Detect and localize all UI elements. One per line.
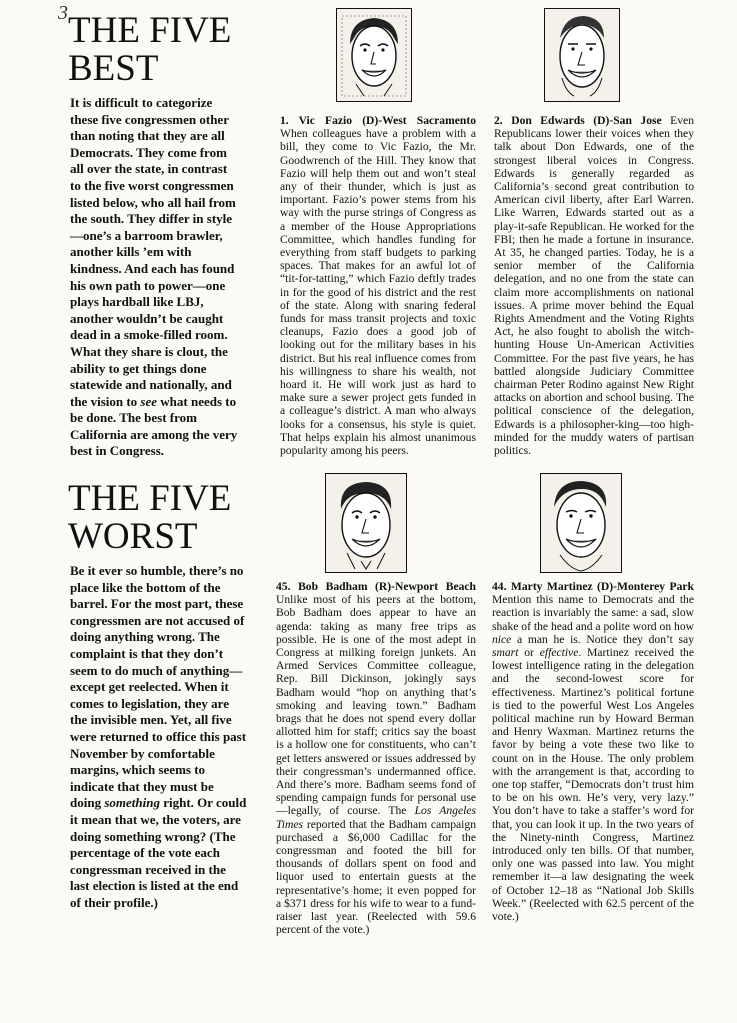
worst-intro-text-2: right. Or could it mean that we, the voters, are doing something wrong? (The percentage of the vote each congressman received in the last election is listed at the end of their profile.) [70,795,247,910]
fazio-body: When colleagues have a problem with a bill, they come to Vic Fazio, the Mr. Goodwrench of the Hill. They know that Fazio will help them out and won’t steal any of their thunder, which is just as important. Fazio’s power stems from his way with the purse strings of Congress as a member of the House Appropriations Committee, which handles funding for everything from staff budgets to parking spaces. That makes for an awful lot of “tit-for-tatting,” which Fazio deftly trades in for the good of his district and the rest of the state. Along with snaring federal funds for mass transit projects and toxic cleanups, Fazio does a good job of looking out for the military bases in his district. But his real influence comes from his willingness to share his wealth, not hoard it. He will work just as hard to make sure a sewer project gets funded in a colleague’s district. A man who always looks for a consensus, his style is quiet. That helps explain his almost unanimous popularity among his peers. [280,127,476,458]
worst-intro-emphasis: something [104,795,160,811]
worst-title-line1: THE FIVE [68,478,232,519]
worst-intro [70,563,248,911]
best-intro-emphasis: see [140,393,158,409]
badham-body-emphasis: Los Angeles Times [276,804,476,831]
martinez-body-emphasis-effective: effective [539,646,579,660]
badham-portrait [325,473,407,573]
best-intro-text-2: what needs to be done. The best from California are among the very best in Congress. [70,393,238,459]
caricature-badham-icon [325,473,407,573]
martinez-body-emphasis-smart: smart [492,646,519,660]
martinez-body-3: or [518,646,540,660]
edwards-profile [494,114,694,457]
fazio-heading: 1. Vic Fazio (D)-West Sacramento [280,114,476,127]
edwards-portrait [544,8,620,102]
badham-body-2: reported that the Badham campaign purchased a $6,000 Cadillac for the congressman and footed the bill for thousands of dollars spent on food and liquor used to entertain guests at the representative’s home; it even popped for a $371 dress for his wife to wear to a fund-raiser last year. (Reelected with 59.6 percent of the vote.) [276,817,476,937]
worst-intro-text-1: Be it ever so humble, there’s no place like the bottom of the barrel. For the most part, these congressmen are not accused of doing anything wrong. The complaint is that they don’t seem to do much of anything—except get reelected. When it comes to legislation, they are the invisible men. Yet, all five were returned to office this past November by comfortable margins, which seems to indicate that they must be doing [70,563,247,811]
caricature-martinez-icon [540,473,622,573]
fazio-profile [280,114,476,457]
badham-body-1: Unlike most of his peers at the bottom, Bob Badham does appear to have an agenda: taking as many free trips as possible. He is one of the most adept in Congress at milking foreign junkets. An Armed Services Committee colleague, Rep. Bill Dickinson, jokingly says Badham would “hop on anything that’s smoking and leaving town.” Badham brags that he does not spend every dollar allotted him for staff; critics say the boast is a hollow one for constituents, who can’t get letters answered or issues addressed by their congressman’s undermanned office. And there’s more. Badham seems fond of spending campaign funds for personal use—legally, of course. The [276,593,476,818]
best-intro-text-1: It is difficult to categorize these five congressmen other than noting that they are all Democrats. They come from all over the state, in contrast to the five worst congressmen listed below, who all hail from the south. They differ in style—one’s a barroom brawler, another kills ’em with kindness. And each has found his own path to power—one plays hardball like LBJ, another wouldn’t be caught dead in a smoke-filled room. What they share is clout, the ability to get things done statewide and nationally, and the vision to [70,95,236,409]
worst-heading [68,480,231,556]
best-heading [68,12,231,88]
caricature-edwards-icon [544,8,620,102]
martinez-body-1: Mention this name to Democrats and the reaction is invariably the same: a sad, slow shake of the head and a polite word on how [492,593,694,633]
badham-heading: 45. Bob Badham (R)-Newport Beach [276,580,476,593]
badham-profile [276,580,476,936]
fazio-portrait [336,8,412,102]
best-title-line1: THE FIVE [68,10,232,51]
page-number-mark: 3 [58,2,68,24]
worst-title-line2: WORST [68,516,198,557]
martinez-heading: 44. Marty Martinez (D)-Monterey Park [492,580,694,593]
caricature-fazio-icon [336,8,412,102]
best-title-line2: BEST [68,48,159,89]
martinez-body-emphasis-nice: nice [492,632,512,646]
best-intro [70,95,238,460]
martinez-portrait [540,473,622,573]
martinez-body-2: a man he is. Notice they don’t say [511,632,694,646]
martinez-profile [492,580,694,923]
martinez-body-4: . Martinez received the lowest intelligence rating in the delegation and the second-lowest score for effectiveness. Martinez’s political fortune is tied to the powerful West Los Angeles political machine run by Howard Berman and Henry Waxman. Martinez returns the favor by being a vote these two like to count on in the House. The only problem with the arrangement is that, according to one top staffer, “Democrats don’t trust him to be on his own. He’s very, very lazy.” You don’t have to take a staffer’s word for that, you can look it up. In the two years of the Ninety-ninth Congress, Martinez introduced only ten bills. Of that number, only one was passed into law. You might remember it—a law designating the week of October 12–18 as “National Job Skills Week.” (Reelected with 62.5 percent of the vote.) [492,646,694,924]
edwards-body: Even Republicans lower their voices when they talk about Don Edwards, one of the strongest liberal voices in Congress. Edwards is generally regarded as California’s second great contribution to American civil liberty, after Earl Warren. Like Warren, Edwards started out as a play-it-safe Republican. He worked for the FBI; then he made a fortune in insurance. At 35, he changed parties. Today, he is a senior member of the California delegation, and no one from the state can claim more accomplishments on national issues. A prime mover behind the Equal Rights Amendment and the Voting Rights Act, he also fought to abolish the witch-hunting House Un-American Activities Committee. For the past five years, he has battled alongside Judiciary Committee chairman Peter Rodino against New Right attacks on abortion and school busing. The political conscience of the delegation, Edwards is a philosopher-king—too high-minded for the muddy waters of partisan politics. [494,114,694,458]
edwards-heading: 2. Don Edwards (D)-San Jose [494,114,662,127]
